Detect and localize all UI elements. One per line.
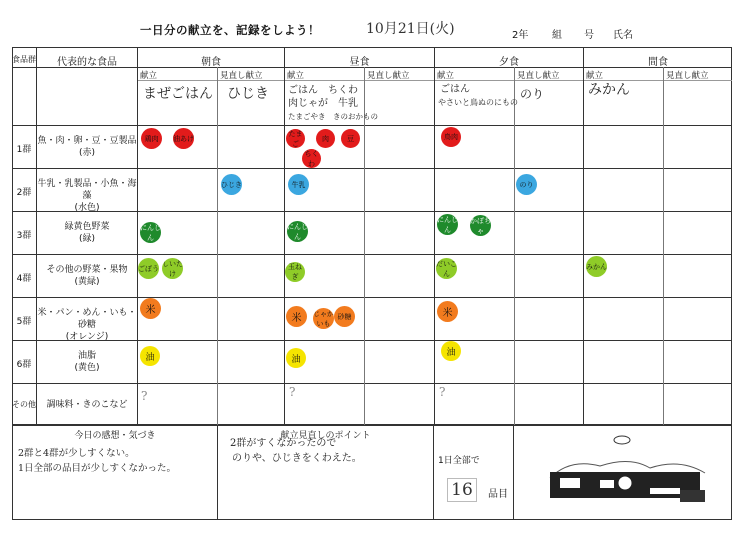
- sticker-orange[interactable]: 米: [140, 298, 161, 319]
- table-rule: [12, 125, 732, 126]
- breakfast-revised-menu[interactable]: ひじき: [227, 86, 269, 102]
- snack-revised-label: 見直し献立: [666, 71, 709, 81]
- breakfast-menu-label: 献立: [140, 71, 158, 81]
- table-rule: [583, 47, 584, 425]
- breakfast-revised-label: 見直し献立: [220, 71, 263, 81]
- dinner-menu-line1[interactable]: ごはん: [440, 84, 470, 95]
- drawing-fill: [650, 488, 680, 494]
- other-mark-lunch: ?: [289, 385, 296, 399]
- point-label: 献立見直しのポイント: [280, 431, 371, 441]
- sticker-blue[interactable]: 牛乳: [288, 174, 309, 195]
- point-line2[interactable]: のりや、ひじきをくわえた。: [232, 453, 362, 464]
- group-header: 食品群: [12, 55, 36, 64]
- dinner-menu-label: 献立: [437, 71, 455, 81]
- drawing-fill: [680, 490, 705, 502]
- sticker-green[interactable]: にんじん: [287, 222, 308, 241]
- sticker-lime[interactable]: ごぼう: [138, 258, 159, 279]
- sticker-red[interactable]: 豆: [341, 129, 360, 148]
- sticker-red[interactable]: 鶏肉: [141, 128, 162, 149]
- snack-menu[interactable]: みかん: [588, 82, 630, 98]
- foods-header: 代表的な食品: [57, 57, 117, 68]
- lunch-menu-line2[interactable]: 肉じゃが 牛乳: [288, 98, 358, 109]
- drawing-illustration: [530, 428, 720, 518]
- group-5-id: 5群: [16, 317, 32, 327]
- lunch-header: 昼食: [349, 57, 370, 68]
- lunch-menu-line3[interactable]: たまごやき きのおかもの: [288, 112, 378, 121]
- lunch-menu-line1[interactable]: ごはん ちくわ: [288, 85, 358, 96]
- group-1-foods: 魚・肉・卵・豆・豆製品 (赤): [37, 136, 137, 158]
- lunch-revised-label: 見直し献立: [367, 71, 410, 81]
- dinner-header: 夕食: [499, 57, 519, 68]
- sticker-orange[interactable]: 米: [437, 301, 458, 322]
- sticker-red[interactable]: ちくわ: [302, 149, 321, 168]
- table-rule: [434, 47, 435, 425]
- group-6-foods: 油脂 (黄色): [74, 351, 100, 373]
- sticker-lime[interactable]: みかん: [586, 256, 607, 277]
- sticker-lime[interactable]: だいこん: [436, 259, 457, 278]
- sticker-yellow[interactable]: 油: [441, 341, 461, 361]
- impression-line2[interactable]: 1日全部の品目が少しすくなかった。: [18, 463, 177, 474]
- sticker-orange[interactable]: じゃがいも: [313, 309, 334, 328]
- group-other-foods: 調味料・きのこなど: [46, 400, 128, 410]
- other-mark-dinner: ?: [439, 385, 446, 399]
- drawing-fill: [560, 478, 580, 488]
- class-label: 組: [552, 30, 562, 41]
- group-4-foods: その他の野菜・果物 (黄緑): [46, 265, 128, 287]
- group-5-foods: 米・パン・めん・いも・砂糖 (オレンジ): [37, 308, 137, 342]
- impression-label: 今日の感想・気づき: [74, 431, 156, 441]
- group-6-id: 6群: [16, 360, 32, 370]
- sticker-orange[interactable]: 砂糖: [334, 306, 355, 327]
- point-line1[interactable]: 2群がすくなかったので: [230, 438, 337, 449]
- dinner-menu-line2[interactable]: やさいと鳥ぬのにもの: [438, 98, 518, 107]
- sticker-red[interactable]: 肉: [316, 129, 335, 148]
- snack-menu-label: 献立: [586, 71, 604, 81]
- impression-line1[interactable]: 2群と4群が少しすくない。: [18, 448, 135, 459]
- table-rule: [137, 47, 138, 425]
- group-1-id: 1群: [16, 145, 32, 155]
- sticker-blue[interactable]: ひじき: [221, 174, 242, 195]
- sticker-lime[interactable]: 玉ねぎ: [285, 262, 305, 282]
- sticker-red[interactable]: 鳥肉: [441, 127, 461, 147]
- sticker-green[interactable]: にんじん: [140, 223, 161, 242]
- group-2-id: 2群: [16, 188, 32, 198]
- sticker-yellow[interactable]: 油: [140, 346, 160, 366]
- group-3-foods: 緑黄色野菜 (緑): [64, 222, 110, 244]
- date-field[interactable]: 10月21日(火): [366, 21, 455, 37]
- drawing-sun: [614, 436, 630, 444]
- table-rule: [12, 297, 732, 298]
- group-2-foods: 牛乳・乳製品・小魚・海藻 (水色): [37, 179, 137, 213]
- group-other-id: その他: [12, 400, 36, 409]
- table-rule: [663, 67, 664, 425]
- table-rule: [217, 67, 218, 425]
- breakfast-header: 朝食: [201, 57, 221, 68]
- table-rule: [12, 254, 732, 255]
- lunch-menu-label: 献立: [287, 71, 305, 81]
- table-rule: [12, 168, 732, 169]
- grade-label: 2年: [512, 30, 529, 41]
- other-mark-breakfast: ?: [141, 389, 148, 403]
- snack-header: 間食: [648, 57, 668, 68]
- group-3-id: 3群: [16, 231, 32, 241]
- sticker-lime[interactable]: しいたけ: [162, 259, 183, 278]
- dinner-revised-menu[interactable]: のり: [520, 87, 545, 101]
- total-label: 1日全部で: [438, 456, 480, 466]
- total-unit: 品目: [488, 489, 508, 500]
- name-label: 氏名: [613, 30, 633, 41]
- total-box: [433, 425, 514, 520]
- group-4-id: 4群: [16, 274, 32, 284]
- worksheet-title: 一日分の献立を、記録をしよう！: [140, 23, 320, 37]
- table-rule: [284, 47, 285, 425]
- sticker-green[interactable]: にんじん: [437, 215, 458, 234]
- total-value-field[interactable]: 16: [447, 478, 477, 502]
- table-rule: [12, 383, 732, 384]
- sticker-yellow[interactable]: 油: [286, 348, 306, 368]
- table-rule: [514, 67, 515, 425]
- sticker-blue[interactable]: のり: [516, 174, 537, 195]
- drawing-face: [618, 476, 632, 490]
- drawing-fill: [600, 480, 614, 488]
- number-label: 号: [584, 30, 594, 41]
- breakfast-menu[interactable]: まぜごはん: [143, 86, 213, 102]
- sticker-red[interactable]: たまご: [286, 129, 305, 148]
- sticker-green[interactable]: かぼちゃ: [470, 216, 491, 235]
- sticker-red[interactable]: 油あげ: [173, 128, 194, 149]
- sticker-orange[interactable]: 米: [286, 306, 307, 327]
- dinner-revised-label: 見直し献立: [517, 71, 560, 81]
